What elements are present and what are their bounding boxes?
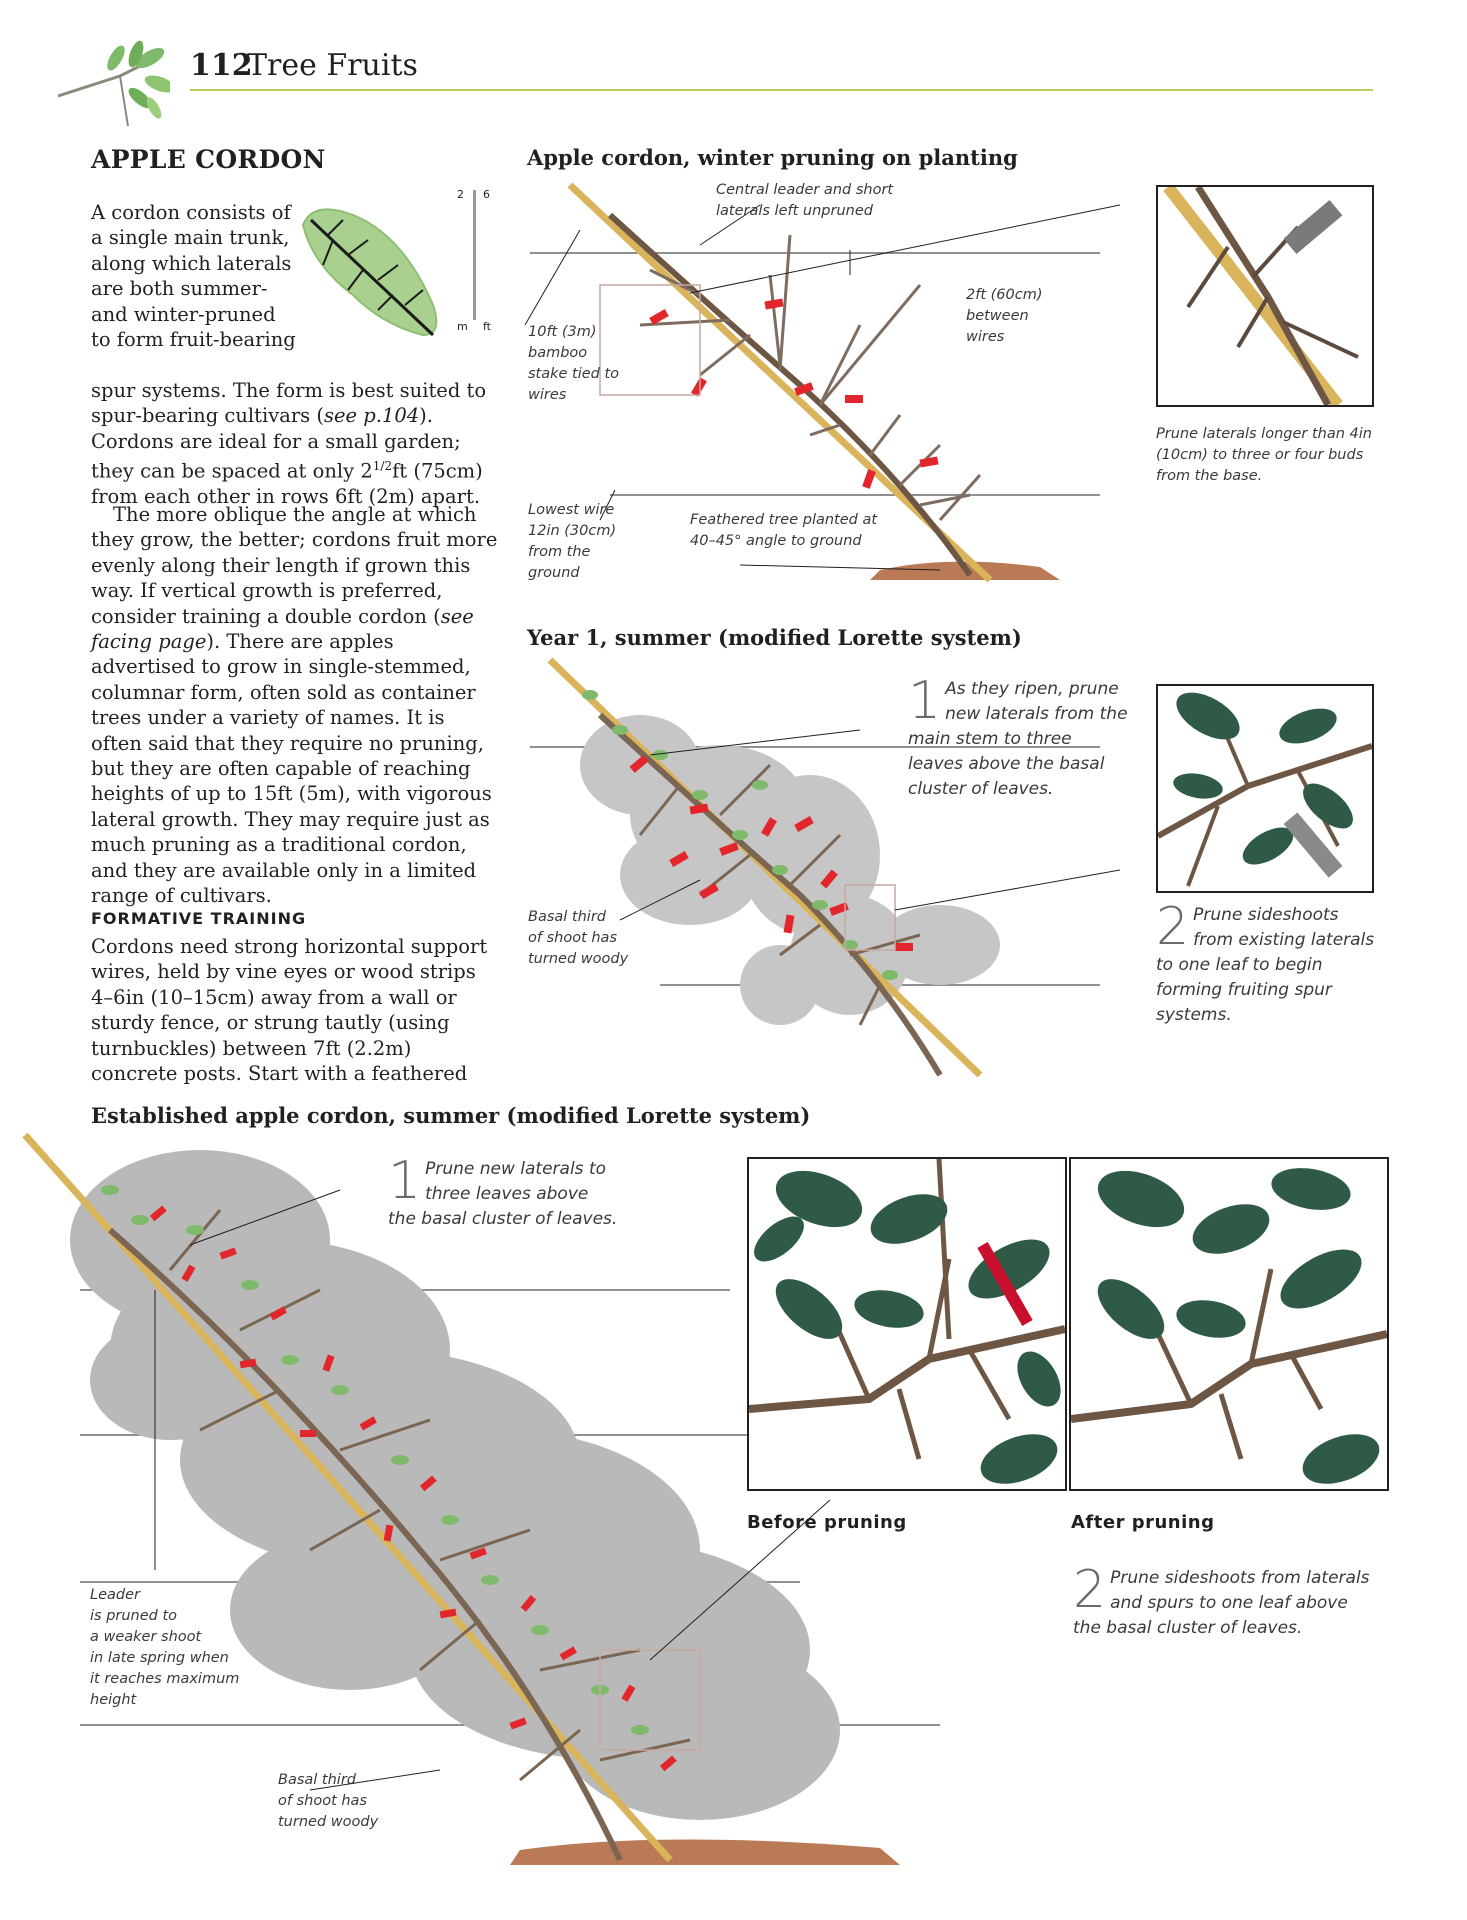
fig1-lowest-line3: from the (528, 544, 591, 560)
fig3-step1-text: Prune new laterals to three leaves above the basal cluster of leaves. (388, 1159, 618, 1229)
fig3-leader-line5: it reaches maximum (90, 1671, 240, 1687)
fig2-basal-line1: Basal third (528, 909, 606, 925)
figure2-step1 (908, 671, 1130, 802)
figure1-label-feathered (690, 510, 920, 552)
before-pruning-label: Before pruning (747, 1512, 907, 1533)
fig3-leader-line3: a weaker shoot (90, 1629, 202, 1645)
fig1-lowest-line2: 12in (30cm) (528, 523, 617, 539)
figure3-label-basal (278, 1770, 398, 1833)
fig1-stake-line3: stake tied to (528, 366, 620, 382)
fig2-step1-number: 1 (908, 671, 942, 731)
fig2-basal-line2: of shoot has (528, 930, 617, 946)
fig2-step2-number: 2 (1156, 897, 1190, 957)
figure3-step2 (1073, 1560, 1373, 1641)
fig3-basal-line3: turned woody (278, 1814, 379, 1830)
figure1-label-lowest-wire (528, 500, 638, 584)
page-number: 112 (190, 48, 253, 83)
figure1-label-wire-spacing (966, 285, 1066, 348)
fig1-stake-line2: bamboo (528, 345, 588, 361)
fig1-stake-line1: 10ft (3m) (528, 324, 597, 340)
figure3-title: Established apple cordon, summer (modified Lorette system) (91, 1103, 811, 1128)
section-title: APPLE CORDON (91, 145, 326, 174)
header-divider (190, 89, 1373, 91)
figure1-title: Apple cordon, winter pruning on planting (527, 145, 1018, 170)
formative-training-text: Cordons need strong horizontal support wires, held by vine eyes or wood strips 4–6in (10–15cm) away from a wall or sturdy fence, or strung tautly (using turnbuckles) between 7ft (2.2m) concrete posts. Start with a feathered (91, 935, 488, 1086)
fig2-basal-line3: turned woody (528, 951, 629, 967)
figure1-label-stake (528, 322, 638, 406)
fig3-step2-text: Prune sideshoots from laterals and spurs to one leaf above the basal cluster of leaves. (1073, 1568, 1370, 1638)
fig1-lowest-line1: Lowest wire (528, 502, 615, 518)
scale-bar (473, 190, 476, 320)
fig1-leader-line2: laterals left unpruned (716, 203, 873, 219)
figure3-label-leader (90, 1585, 260, 1711)
scale-ft-unit: ft (483, 320, 491, 333)
fig3-step1-number: 1 (388, 1151, 422, 1211)
fig1-leader-line1: Central leader and short (716, 182, 894, 198)
fig1-wires-line1: 2ft (60cm) (966, 287, 1043, 303)
figure2-photo-closeup (1156, 684, 1374, 893)
scale-m-unit: m (457, 320, 468, 333)
fig3-leader-line6: height (90, 1692, 137, 1708)
figure1-photo-caption: Prune laterals longer than 4in (10cm) to three or four buds from the base. (1156, 426, 1372, 484)
intro-page-ref: see p.104 (323, 404, 420, 428)
intro-paragraph-continued (91, 378, 501, 510)
figure2-label-basal (528, 907, 648, 970)
formative-training-heading: FORMATIVE TRAINING (91, 909, 307, 928)
fig1-wires-line2: between (966, 308, 1029, 324)
figure1-label-leader (716, 180, 936, 222)
photo-before-pruning (747, 1157, 1067, 1491)
tree-shape-illustration (293, 195, 453, 345)
intro-text-c: ft (75cm) from each other in rows 6ft (2m) apart. (91, 459, 483, 509)
fig3-basal-line2: of shoot has (278, 1793, 367, 1809)
second-paragraph (91, 502, 501, 909)
fig3-step2-number: 2 (1073, 1560, 1107, 1620)
fig3-leader-line1: Leader (90, 1587, 140, 1603)
fig3-leader-line2: is pruned to (90, 1608, 178, 1624)
after-pruning-label: After pruning (1071, 1512, 1215, 1533)
figure1-photo-closeup (1156, 185, 1374, 407)
intro-text-b: ). Cordons are ideal for a small garden; they can be spaced at only 2 (91, 404, 461, 483)
fig3-basal-line1: Basal third (278, 1772, 356, 1788)
fig2-step2-text: Prune sideshoots from existing laterals to one leaf to begin forming fruiting spur systems. (1156, 905, 1375, 1025)
size-scale (455, 188, 495, 338)
intro-text-a: spur systems. The form is best suited to spur-bearing cultivars ( (91, 379, 487, 428)
figure2-step2 (1156, 897, 1381, 1028)
p2-page-ref: see facing page (91, 604, 474, 654)
intro-fraction: 1/2 (372, 459, 393, 474)
fig1-lowest-line4: ground (528, 565, 580, 581)
photo-after-pruning (1069, 1157, 1389, 1491)
figure3-step1 (388, 1151, 618, 1232)
figure2-title: Year 1, summer (modified Lorette system) (527, 625, 1022, 650)
intro-paragraph-start: A cordon consists of a single main trunk, along which laterals are both summer- and winter-pruned to form fruit-bearing (91, 201, 296, 352)
fig1-stake-line4: wires (528, 387, 567, 403)
fig2-step1-text: As they ripen, prune new laterals from the main stem to three leaves above the basal cluster of leaves. (908, 679, 1128, 799)
fig3-leader-line4: in late spring when (90, 1650, 229, 1666)
fig1-feathered-line2: 40–45° angle to ground (690, 533, 862, 549)
header-sprig-illustration (50, 36, 170, 126)
chapter-title: Tree Fruits (247, 48, 418, 83)
scale-m-top: 2 (457, 188, 464, 201)
fig1-wires-line3: wires (966, 329, 1005, 345)
scale-ft-top: 6 (483, 188, 490, 201)
p2-text-a: The more oblique the angle at which they grow, the better; cordons fruit more evenly along their length if grown this way. If vertical growth is preferred, consider training a double cordon ( (91, 503, 498, 628)
p2-text-b: ). There are apples advertised to grow in single-stemmed, columnar form, often sold as container trees under a variety of names. It is often said that they require no pruning, but they are often capable of reaching heights of up to 15ft (5m), with vigorous lateral growth. They may require just as much pruning as a traditional cordon, and they are available only in a limited range of cultivars. (91, 630, 492, 908)
fig1-feathered-line1: Feathered tree planted at (690, 512, 878, 528)
